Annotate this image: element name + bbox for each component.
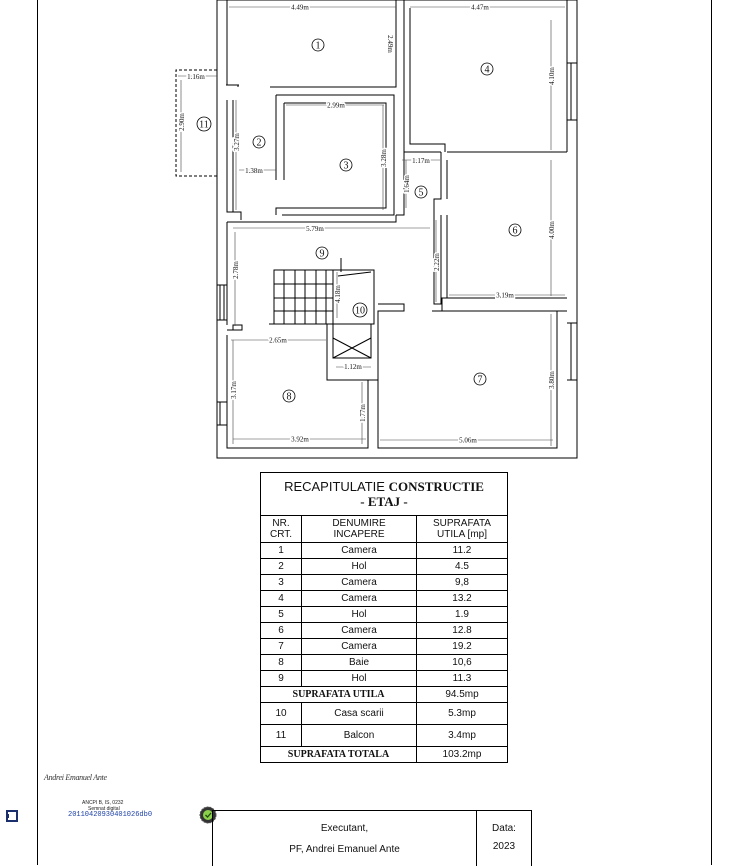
row-name: Camera — [302, 575, 417, 591]
row-area: 12.8 — [417, 623, 508, 639]
room-5-number: 5 — [418, 187, 424, 199]
recap-col-area — [417, 516, 508, 543]
recap-col-name-l2: INCAPERE — [333, 529, 385, 540]
util-label: SUPRAFATA UTILA — [261, 687, 417, 703]
stair-lines — [333, 258, 371, 358]
dim-stair-height: 4.18m — [334, 285, 342, 303]
row-nr: 5 — [261, 607, 302, 623]
data-label: Data: — [492, 823, 516, 834]
row-nr: 9 — [261, 671, 302, 687]
recap-col-name — [302, 516, 417, 543]
total-value: 103.2mp — [417, 747, 508, 763]
signature-cert: ANCPI B, IS, 0232 — [82, 800, 124, 806]
dim-r5-width: 1.17m — [412, 157, 430, 165]
stair-treads — [274, 270, 333, 324]
room-6-number: 6 — [512, 225, 518, 237]
wall-r3 — [276, 95, 394, 215]
recap-title-row — [261, 473, 508, 516]
wall-r1-right — [270, 0, 396, 87]
row-nr: 4 — [261, 591, 302, 607]
row-name: Hol — [302, 671, 417, 687]
outer-wall — [217, 0, 577, 458]
wall-r8-top — [227, 324, 274, 330]
dim-r7-width: 5.06m — [459, 436, 477, 445]
recap-header-row — [261, 516, 508, 543]
dim-r8-height2: 1.77m — [359, 404, 367, 422]
dim-r8-height: 3.17m — [230, 381, 238, 399]
row-name: Camera — [302, 639, 417, 655]
row-nr: 8 — [261, 655, 302, 671]
dim-r2-width: 1.38m — [245, 167, 263, 175]
window-r7 — [567, 323, 577, 380]
table-row — [261, 591, 508, 607]
row-area: 3.4mp — [417, 725, 508, 747]
table-row — [261, 543, 508, 559]
dim-r5-height: 1.64m — [403, 175, 411, 193]
window-r9 — [217, 285, 227, 320]
row-name: Camera — [302, 623, 417, 639]
row-name: Camera — [302, 591, 417, 607]
signature-id: 20110420930401026db0 — [68, 811, 153, 819]
table-row — [261, 559, 508, 575]
row-area: 13.2 — [417, 591, 508, 607]
table-row — [261, 607, 508, 623]
table-row — [261, 703, 508, 725]
dim-r1-width: 4.49m — [291, 3, 309, 12]
wall-r9-top — [227, 215, 396, 222]
dim-r6-width: 3.19m — [496, 291, 514, 300]
recap-col-area-l2: UTILA [mp] — [436, 529, 487, 540]
dim-r1-height: 2.49m — [386, 35, 394, 53]
wall-r4-inner — [410, 8, 445, 152]
table-row — [261, 575, 508, 591]
footer-box — [212, 810, 532, 866]
row-name: Camera — [302, 543, 417, 559]
row-area: 11.2 — [417, 543, 508, 559]
row-area: 11.3 — [417, 671, 508, 687]
row-area: 10,6 — [417, 655, 508, 671]
dim-r4-height: 4.10m — [548, 67, 556, 85]
room-2-number: 2 — [256, 137, 262, 149]
table-row — [261, 639, 508, 655]
wall-r6-inner — [441, 160, 447, 304]
room-11-number: 11 — [199, 119, 209, 131]
recap-col-area-l1: SUPRAFATA — [433, 518, 491, 529]
data-value: 2023 — [492, 841, 516, 852]
executant-name: PF, Andrei Emanuel Ante — [289, 844, 400, 855]
room-4-number: 4 — [484, 64, 490, 76]
dim-r4-width: 4.47m — [471, 3, 489, 12]
dim-balcony-width: 1.16m — [187, 73, 205, 81]
window-r4 — [567, 63, 577, 120]
wall-r3-inner — [276, 95, 386, 215]
recap-col-nr — [261, 516, 302, 543]
row-nr: 1 — [261, 543, 302, 559]
row-name: Hol — [302, 607, 417, 623]
row-area: 5.3mp — [417, 703, 508, 725]
recap-title-bold: CONSTRUCTIE — [388, 479, 484, 494]
recap-col-nr-l1: NR. — [272, 518, 290, 529]
row-name: Baie — [302, 655, 417, 671]
row-nr: 11 — [261, 725, 302, 747]
dim-r9-width: 5.79m — [306, 225, 324, 233]
row-nr: 10 — [261, 703, 302, 725]
room-10-number: 10 — [355, 305, 365, 317]
row-area: 9,8 — [417, 575, 508, 591]
executant-label: Executant, — [320, 823, 369, 834]
recap-col-nr-l2: CRT. — [269, 529, 293, 540]
dim-r6-height: 4.00m — [548, 221, 556, 239]
room-1-number: 1 — [315, 40, 321, 52]
recap-subtitle: - ETAJ - — [360, 494, 408, 509]
dim-r3-height: 3.28m — [380, 149, 388, 167]
row-area: 4.5 — [417, 559, 508, 575]
row-name: Hol — [302, 559, 417, 575]
row-nr: 7 — [261, 639, 302, 655]
dim-r8-top: 2.65m — [269, 336, 287, 345]
room-7-number: 7 — [477, 374, 483, 386]
dim-r3-width: 2.99m — [327, 101, 345, 110]
dim-r2-height: 3.27m — [233, 133, 241, 151]
dim-r9-height: 2.78m — [232, 261, 240, 279]
wall-r8 — [227, 222, 368, 448]
stair-wall — [327, 324, 378, 380]
row-area: 1.9 — [417, 607, 508, 623]
dim-r8-width: 3.92m — [291, 435, 309, 444]
dim-stair-width: 1.12m — [344, 363, 362, 371]
util-row — [261, 687, 508, 703]
total-label: SUPRAFATA TOTALA — [261, 747, 417, 763]
row-area: 19.2 — [417, 639, 508, 655]
dim-r7-height: 3.80m — [548, 371, 556, 389]
dim-balcony-height: 2.90m — [178, 113, 186, 131]
room-9-number: 9 — [319, 248, 325, 260]
total-row — [261, 747, 508, 763]
recap-title — [261, 473, 508, 516]
footer-divider — [476, 811, 477, 866]
wall-r2-left — [227, 100, 241, 220]
table-row — [261, 725, 508, 747]
row-nr: 3 — [261, 575, 302, 591]
table-row — [261, 623, 508, 639]
recap-title-plain: RECAPITULATIE — [284, 479, 385, 494]
wall-r7-top — [442, 304, 567, 311]
table-row — [261, 655, 508, 671]
window-r8 — [217, 402, 227, 425]
room-8-number: 8 — [286, 391, 292, 403]
wall-r7 — [378, 304, 557, 448]
room-3-number: 3 — [343, 160, 349, 172]
wall-r1-left — [227, 0, 239, 85]
recap-table — [260, 472, 508, 763]
wall-r1-bottom — [226, 85, 238, 87]
table-row — [261, 671, 508, 687]
util-value: 94.5mp — [417, 687, 508, 703]
dim-r9-height2: 2.22m — [433, 253, 441, 271]
signature-note: Semnat digital — [88, 806, 120, 812]
row-nr: 2 — [261, 559, 302, 575]
row-name: Casa scarii — [302, 703, 417, 725]
row-nr: 6 — [261, 623, 302, 639]
document-icon — [6, 810, 18, 822]
recap-col-name-l1: DENUMIRE — [332, 518, 386, 529]
signature-handwriting: Andrei Emanuel Ante — [44, 773, 107, 782]
row-name: Balcon — [302, 725, 417, 747]
